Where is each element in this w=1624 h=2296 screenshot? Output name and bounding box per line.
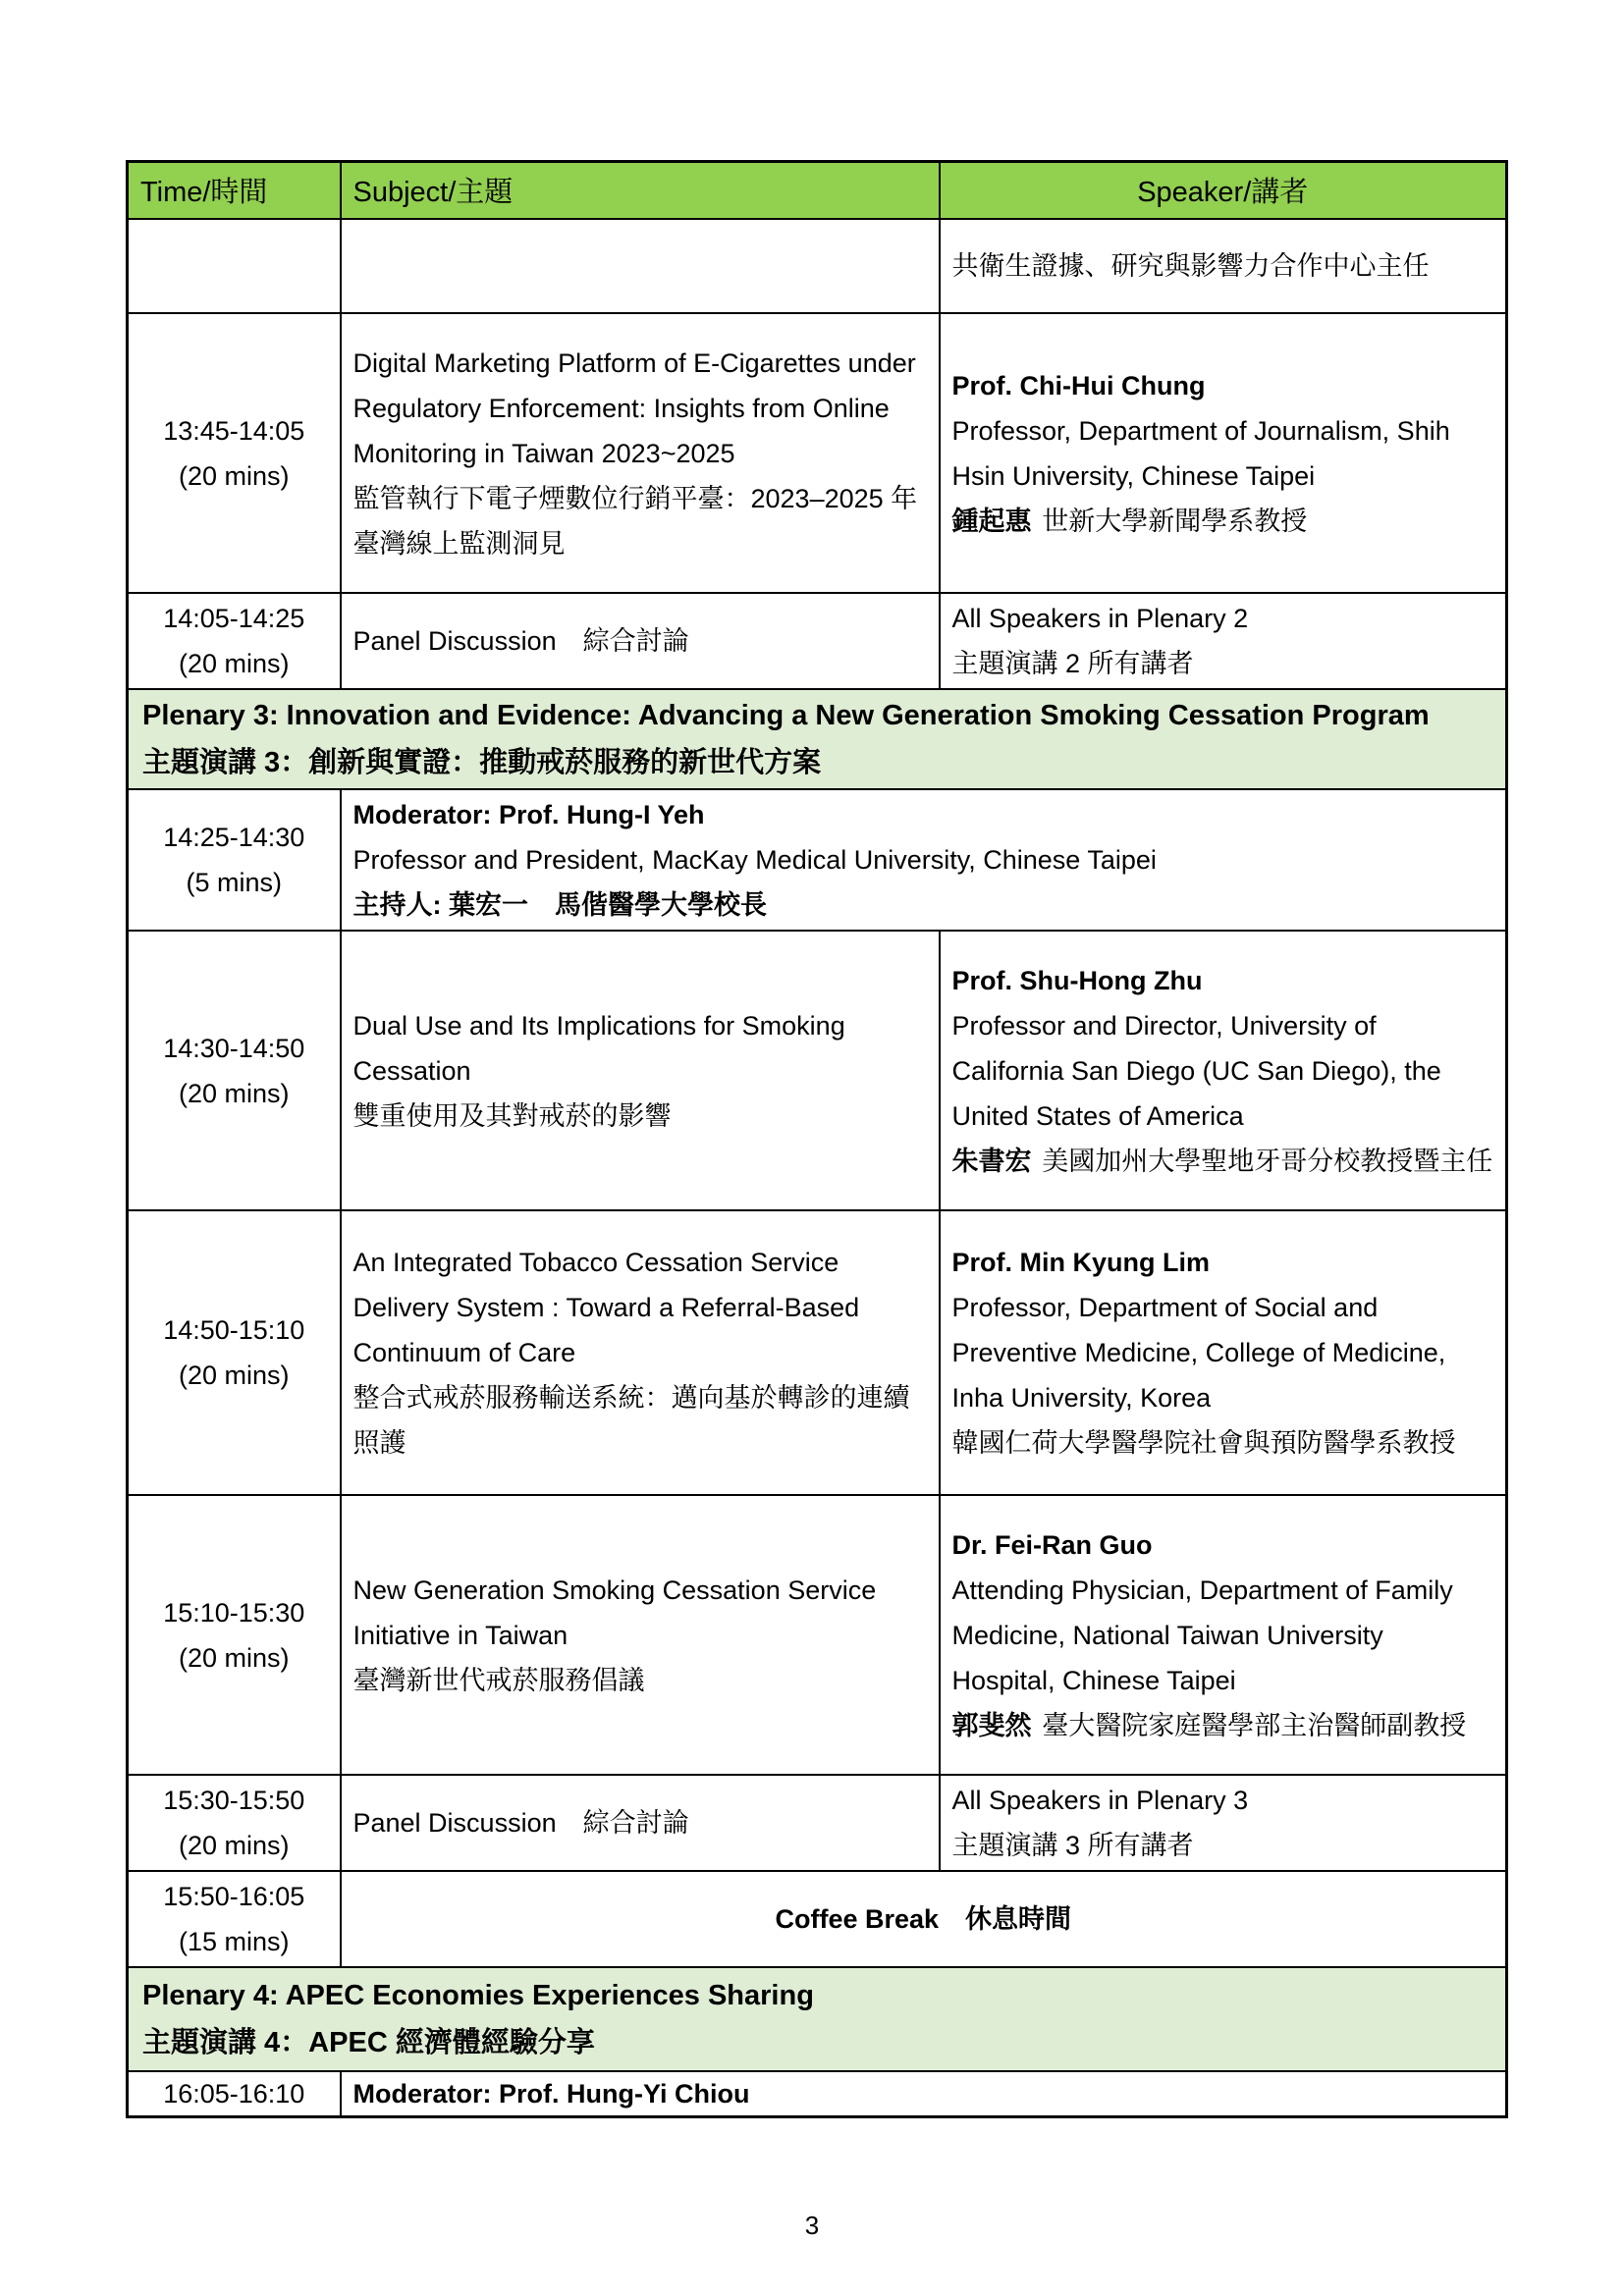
speaker-en-line: All Speakers in Plenary 2	[951, 604, 1249, 633]
subject-zh: 監管執行下電子煙數位行銷平臺：2023–2025 年臺灣線上監測洞見	[352, 483, 918, 559]
section-cell	[128, 1967, 1507, 2071]
speaker-zh-line: 主題演講 2 所有講者	[951, 649, 1194, 678]
table-row-1450	[128, 1210, 1507, 1495]
speaker-en-line: All Speakers in Plenary 3	[951, 1786, 1249, 1815]
time-range: 14:05-14:25	[163, 604, 305, 633]
subject-cell	[341, 219, 940, 313]
speaker-zh-name: 郭斐然	[951, 1710, 1032, 1740]
speaker-zh-line	[952, 499, 1494, 544]
subject-en: Dual Use and Its Implications for Smoking Cessation	[352, 1010, 845, 1086]
speaker-zh-line: 共衛生證據、研究與影響力合作中心主任	[951, 251, 1430, 281]
speaker-zh-line: 韓國仁荷大學醫學院社會與預防醫學系教授	[951, 1428, 1456, 1458]
section-title-en: Plenary 4: APEC Economies Experiences Sharing	[142, 1980, 814, 2011]
time-cell	[128, 1775, 341, 1871]
speaker-zh-line	[952, 1139, 1494, 1184]
table-row-1550	[128, 1871, 1507, 1967]
speaker-zh-title: 美國加州大學聖地牙哥分校教授暨主任	[1042, 1146, 1493, 1176]
time-cell	[128, 1210, 341, 1495]
time-cell	[128, 313, 341, 593]
table-row-1605	[128, 2071, 1507, 2117]
table-row-1530	[128, 1775, 1507, 1871]
speaker-affiliation: Professor, Department of Social and Preventive Medicine, College of Medicine, Inha University, Korea	[951, 1293, 1446, 1413]
speaker-cell	[940, 1495, 1507, 1775]
time-cell	[128, 931, 341, 1210]
time-range: 13:45-14:05	[163, 415, 305, 446]
section-title-zh: 主題演講 4：APEC 經濟體經驗分享	[142, 2027, 595, 2058]
time-range: 15:50-16:05	[163, 1882, 305, 1911]
duration: (20 mins)	[178, 1361, 290, 1390]
page-number: 3	[804, 2211, 820, 2240]
time-range: 15:30-15:50	[163, 1786, 305, 1815]
speaker-cell	[940, 313, 1507, 593]
time-cell	[128, 1871, 341, 1967]
table-row-1510	[128, 1495, 1507, 1775]
subject-line: Panel Discussion 綜合討論	[352, 1808, 689, 1838]
moderator-name: Moderator: Prof. Hung-I Yeh	[352, 800, 705, 829]
speaker-affiliation: Attending Physician, Department of Family Medicine, National Taiwan University Hospital, Chinese Taipei	[951, 1575, 1453, 1695]
coffee-break-cell: Coffee Break 休息時間	[341, 1871, 1507, 1967]
agenda-table	[126, 160, 1508, 2118]
speaker-zh-title: 臺大醫院家庭醫學部主治醫師副教授	[1042, 1710, 1467, 1740]
time-cell	[128, 593, 341, 689]
subject-cell	[341, 931, 940, 1210]
subject-cell	[341, 1775, 940, 1871]
speaker-cell	[940, 219, 1507, 313]
table-row-continuation	[128, 219, 1507, 313]
col-header-speaker: Speaker/講者	[940, 162, 1507, 220]
speaker-zh-name: 朱書宏	[951, 1146, 1032, 1176]
time-cell	[128, 1495, 341, 1775]
moderator-cell	[341, 789, 1507, 931]
table-row-1345	[128, 313, 1507, 593]
section-row-plenary3	[128, 689, 1507, 789]
speaker-cell	[940, 1210, 1507, 1495]
duration: (20 mins)	[178, 1642, 290, 1673]
subject-line: Panel Discussion 綜合討論	[352, 626, 689, 656]
speaker-name: Dr. Fei-Ran Guo	[951, 1529, 1153, 1560]
table-header-row	[128, 162, 1507, 220]
speaker-affiliation: Professor and Director, University of California San Diego (UC San Diego), the United States of America	[951, 1010, 1441, 1131]
moderator-zh-line: 主持人: 葉宏一 馬偕醫學大學校長	[352, 890, 767, 920]
speaker-affiliation: Professor, Department of Journalism, Shih Hsin University, Chinese Taipei	[951, 415, 1450, 491]
moderator-name: Moderator: Prof. Hung-Yi Chiou	[352, 2079, 750, 2109]
subject-zh: 臺灣新世代戒菸服務倡議	[352, 1665, 645, 1695]
subject-cell	[341, 593, 940, 689]
subject-cell	[341, 1495, 940, 1775]
table-row-1405	[128, 593, 1507, 689]
subject-cell	[341, 1210, 940, 1495]
duration: (15 mins)	[178, 1927, 290, 1956]
section-title-zh: 主題演講 3：創新與實證：推動戒菸服務的新世代方案	[142, 747, 822, 778]
speaker-zh-name: 鍾起惠	[951, 506, 1032, 536]
duration: (20 mins)	[178, 1078, 290, 1108]
speaker-cell	[940, 1775, 1507, 1871]
speaker-name: Prof. Min Kyung Lim	[951, 1248, 1210, 1277]
subject-cell	[341, 313, 940, 593]
col-header-subject: Subject/主題	[341, 162, 940, 220]
speaker-name: Prof. Chi-Hui Chung	[951, 370, 1206, 400]
time-range: 15:10-15:30	[163, 1597, 305, 1628]
speaker-zh-line	[952, 1703, 1494, 1748]
time-range: 16:05-16:10	[163, 2079, 305, 2109]
section-title-en: Plenary 3: Innovation and Evidence: Advancing a New Generation Smoking Cessation Program	[142, 700, 1430, 731]
moderator-cell	[341, 2071, 1507, 2117]
subject-zh: 雙重使用及其對戒菸的影響	[352, 1100, 672, 1131]
time-range: 14:25-14:30	[163, 823, 305, 852]
table-row-1425	[128, 789, 1507, 931]
speaker-zh-line: 主題演講 3 所有講者	[951, 1831, 1194, 1860]
col-header-time: Time/時間	[128, 162, 341, 220]
subject-zh: 整合式戒菸服務輸送系統：邁向基於轉診的連續照護	[352, 1383, 910, 1458]
subject-en: New Generation Smoking Cessation Service Initiative in Taiwan	[352, 1575, 877, 1650]
duration: (20 mins)	[178, 1831, 290, 1860]
time-cell	[128, 789, 341, 931]
duration: (20 mins)	[178, 649, 290, 678]
time-cell	[128, 219, 341, 313]
speaker-name: Prof. Shu-Hong Zhu	[951, 965, 1203, 995]
moderator-affiliation: Professor and President, MacKay Medical University, Chinese Taipei	[352, 845, 1157, 875]
subject-en: Digital Marketing Platform of E-Cigarettes under Regulatory Enforcement: Insights from Online Monitoring in Taiwan 2023~2025	[352, 347, 916, 468]
subject-en: An Integrated Tobacco Cessation Service Delivery System : Toward a Referral-Based Continuum of Care	[352, 1248, 860, 1367]
section-row-plenary4	[128, 1967, 1507, 2071]
time-range: 14:50-15:10	[163, 1315, 305, 1345]
time-cell	[128, 2071, 341, 2117]
duration: (5 mins)	[186, 868, 282, 897]
speaker-zh-title: 世新大學新聞學系教授	[1042, 506, 1308, 536]
speaker-cell	[940, 593, 1507, 689]
section-cell	[128, 689, 1507, 789]
time-range: 14:30-14:50	[163, 1033, 305, 1063]
table-row-1430	[128, 931, 1507, 1210]
duration: (20 mins)	[178, 460, 290, 491]
speaker-cell	[940, 931, 1507, 1210]
